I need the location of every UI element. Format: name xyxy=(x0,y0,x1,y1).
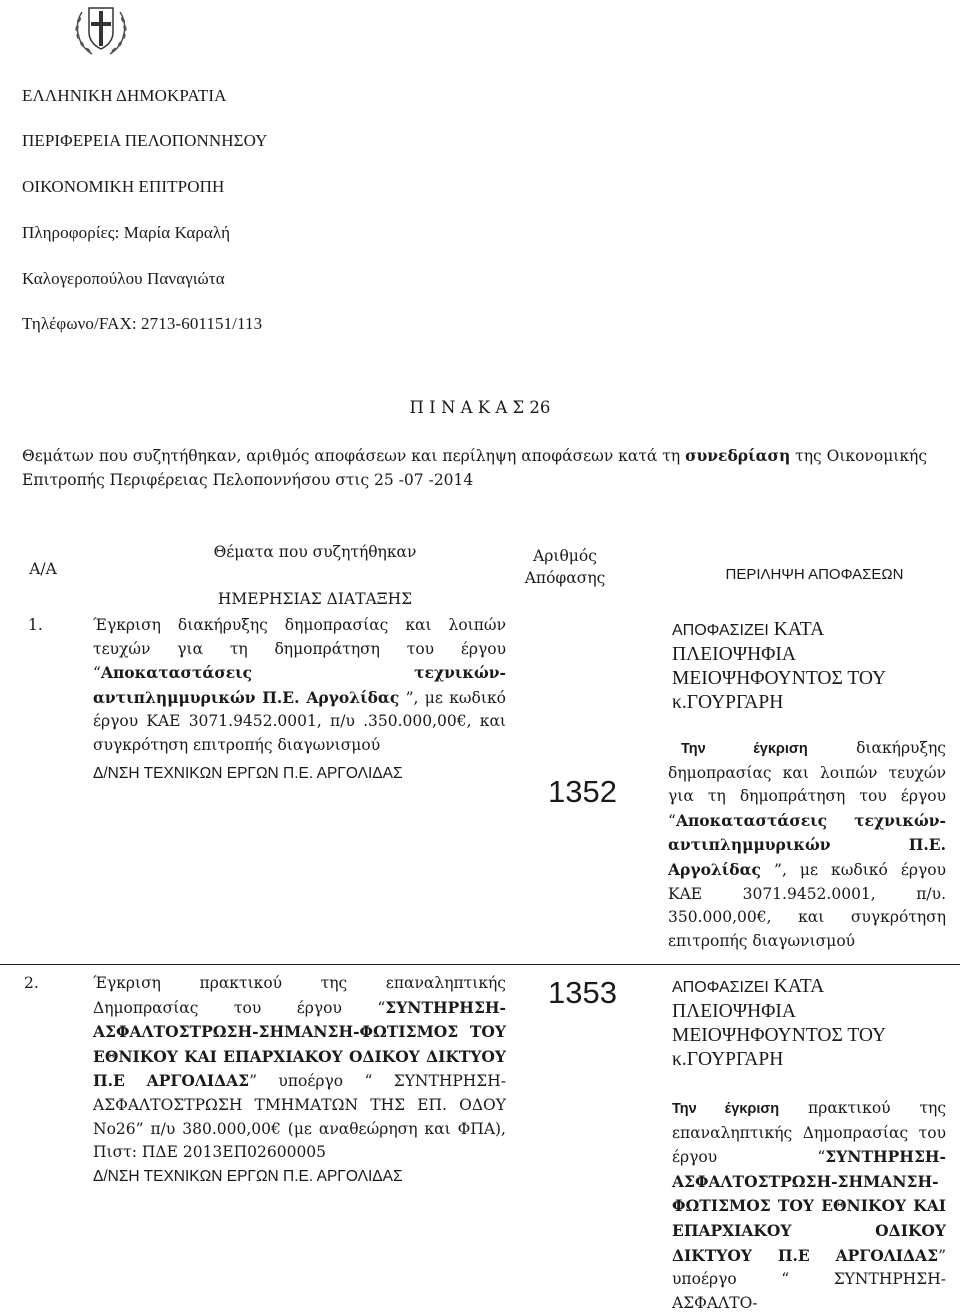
row-2-decision-number: 1353 xyxy=(548,975,617,1010)
greek-coat-of-arms-logo xyxy=(70,0,132,62)
header-info-secondary: Καλογεροπούλου Παναγιώτα xyxy=(22,269,225,288)
col-header-aa: Α/Α xyxy=(29,560,57,578)
row-1-decision-number: 1352 xyxy=(548,774,617,809)
header-region: ΠΕΡΙΦΕΡΕΙΑ ΠΕΛΟΠΟΝΝΗΣΟΥ xyxy=(22,131,268,150)
row-1-decision-heading: ΑΠΟΦΑΣΙΖΕΙ ΚΑΤΑ ΠΛΕΙΟΨΗΦΙΑ ΜΕΙΟΨΗΦΟΥΝΤΟΣ ΤΟΥ κ.ΓΟΥΡΓΑΡΗ xyxy=(672,619,886,713)
header-info: Πληροφορίες: Μαρία Καραλή xyxy=(22,223,231,242)
row-2-topic: Έγκριση πρακτικού της επαναληπτικής Δημοπρασίας του έργου “ΣΥΝΤΗΡΗΣΗ-ΑΣΦΑΛΤΟΣΤΡΩΣΗ-ΣΗΜΑΝΣΗ-ΦΩΤΙΣΜΟΣ ΤΟΥ ΕΘΝΙΚΟΥ ΚΑΙ ΕΠΑΡΧΙΑΚΟΥ ΟΔΙΚΟΥ ΔΙΚΤΥΟΥ Π.Ε ΑΡΓΟΛΙΔΑΣ” υποέργο “ ΣΥΝΤΗΡΗΣΗ-ΑΣΦΑΛΤΟΣΤΡΩΣΗ ΤΜΗΜΑΤΩΝ ΤΗΣ ΕΠ. ΟΔΟΥ Νο26” π/υ 380.000,00€ (με αναθεώρηση και ΦΠΑ), Πιστ: ΠΔΕ 2013ΕΠ02600005 xyxy=(93,974,506,1162)
col-header-decision-no: Αριθμός Απόφασης xyxy=(524,547,606,587)
row-divider xyxy=(0,964,960,965)
row-1-summary: Την έγκριση διακήρυξης δημοπρασίας και λοιπών τευχών για τη δημοπράτηση του έργου “Αποκαταστάσεις τεχνικών-αντιπλημμυρικών Π.Ε. Αργολίδας ”, με κωδικό έργου ΚΑΕ 3071.9452.0001, π/υ. 350.000,00€, και συγκρότηση επιτροπής διαγωνισμού xyxy=(668,739,946,950)
document-title: Π Ι Ν Α Κ Α Σ 26 xyxy=(409,398,551,417)
header-committee: ΟΙΚΟΝΟΜΙΚΗ ΕΠΙΤΡΟΠΗ xyxy=(22,177,225,196)
row-2-number: 2. xyxy=(24,974,39,992)
col-header-topics: Θέματα που συζητήθηκαν xyxy=(213,543,417,561)
intro-paragraph: Θεμάτων που συζητήθηκαν, αριθμός αποφάσεων και περίληψη αποφάσεων κατά τη συνεδρίαση της Οικονομικής Επιτροπής Περιφέρειας Πελοποννήσου στις 25 -07 -2014 xyxy=(22,446,927,489)
header-phone: Τηλέφωνο/FAX: 2713-601151/113 xyxy=(22,314,263,333)
col-header-agenda: ΗΜΕΡΗΣΙΑΣ ΔΙΑΤΑΞΗΣ xyxy=(217,590,413,608)
row-2-department: Δ/ΝΣΗ ΤΕΧΝΙΚΩΝ ΕΡΓΩΝ Π.Ε. ΑΡΓΟΛΙΔΑΣ xyxy=(93,1168,403,1185)
row-2-decision-heading: ΑΠΟΦΑΣΙΖΕΙ ΚΑΤΑ ΠΛΕΙΟΨΗΦΙΑ ΜΕΙΟΨΗΦΟΥΝΤΟΣ ΤΟΥ κ.ΓΟΥΡΓΑΡΗ xyxy=(672,976,886,1070)
col-header-summary: ΠΕΡΙΛΗΨΗ ΑΠΟΦΑΣΕΩΝ xyxy=(725,566,904,583)
header-republic: ΕΛΛΗΝΙΚΗ ΔΗΜΟΚΡΑΤΙΑ xyxy=(22,86,227,105)
row-1-department: Δ/ΝΣΗ ΤΕΧΝΙΚΩΝ ΕΡΓΩΝ Π.Ε. ΑΡΓΟΛΙΔΑΣ xyxy=(93,765,403,782)
row-1-topic: Έγκριση διακήρυξης δημοπρασίας και λοιπών τευχών για τη δημοπράτηση του έργου “Αποκαταστάσεις τεχνικών-αντιπλημμυρικών Π.Ε. Αργολίδας ”, με κωδικό έργου ΚΑΕ 3071.9452.0001, π/υ .350.000,00€, και συγκρότηση επιτροπής διαγωνισμού xyxy=(93,616,506,754)
row-2-summary: Την έγκριση πρακτικού της επαναληπτικής Δημοπρασίας του έργου “ΣΥΝΤΗΡΗΣΗ-ΑΣΦΑΛΤΟΣΤΡΩΣΗ-ΣΗΜΑΝΣΗ-ΦΩΤΙΣΜΟΣ ΤΟΥ ΕΘΝΙΚΟΥ ΚΑΙ ΕΠΑΡΧΙΑΚΟΥ ΟΔΙΚΟΥ ΔΙΚΤΥΟΥ Π.Ε ΑΡΓΟΛΙΔΑΣ” υποέργο “ ΣΥΝΤΗΡΗΣΗ-ΑΣΦΑΛΤΟ- xyxy=(672,1099,946,1312)
row-1-number: 1. xyxy=(28,616,43,634)
